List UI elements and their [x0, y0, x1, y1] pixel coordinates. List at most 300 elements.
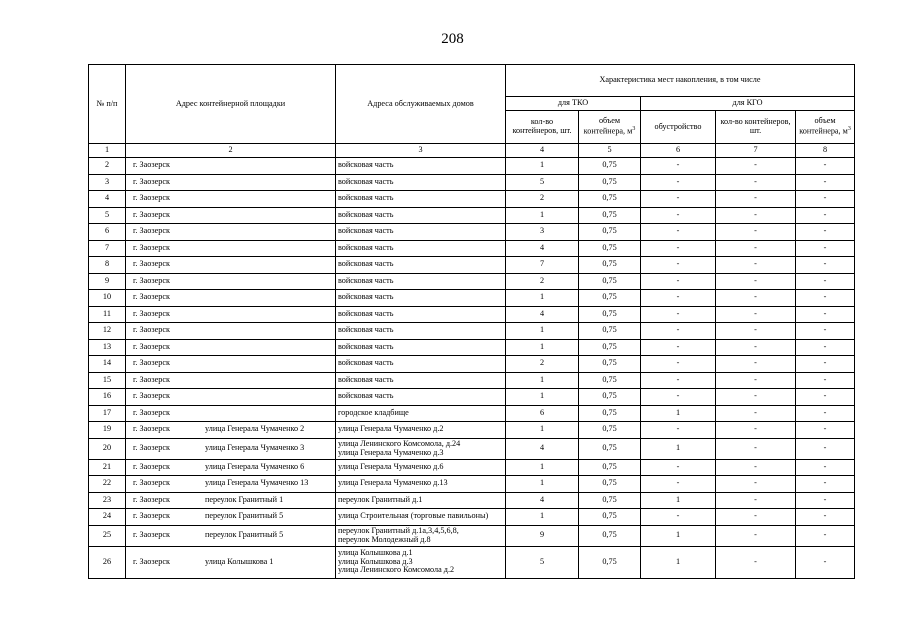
- table-row: [89, 546, 855, 578]
- kgo-count-cell: -: [716, 191, 796, 208]
- site-street: [205, 227, 333, 236]
- tko-count-cell: 5: [506, 546, 579, 578]
- kgo-volume-cell: -: [796, 158, 855, 175]
- tko-volume-cell: 0,75: [579, 356, 641, 373]
- served-house-line: улица Колышкова д.3: [338, 556, 413, 566]
- tko-volume-cell: 0,75: [579, 191, 641, 208]
- served-house-line: войсковая часть: [338, 176, 394, 186]
- tko-count-cell: 1: [506, 476, 579, 493]
- header-tko-volume: объем контейнера, $м^3$: [579, 111, 641, 144]
- site-city: г. Заозерск: [133, 292, 170, 302]
- site-address-cell: [126, 174, 336, 191]
- table-row: [89, 174, 855, 191]
- column-number-cell: 7: [716, 144, 796, 158]
- page-number: 208: [441, 31, 464, 47]
- kgo-facility-cell: -: [641, 372, 716, 389]
- row-number-cell: 20: [89, 438, 126, 459]
- served-houses-cell: [336, 290, 506, 307]
- table-row: [89, 525, 855, 546]
- served-houses-cell: [336, 240, 506, 257]
- site-city: г. Заозерск: [133, 374, 170, 384]
- kgo-facility-cell: 1: [641, 546, 716, 578]
- kgo-facility-cell: -: [641, 459, 716, 476]
- served-houses-cell: [336, 372, 506, 389]
- kgo-count-cell: -: [716, 438, 796, 459]
- site-street: переулок Гранитный 5: [205, 530, 284, 540]
- header-site-address: Адрес контейнерной площадки: [126, 65, 336, 144]
- tko-count-cell: 6: [506, 405, 579, 422]
- kgo-facility-cell: 1: [641, 525, 716, 546]
- site-address-cell: [126, 459, 336, 476]
- row-number-cell: 15: [89, 372, 126, 389]
- kgo-facility-cell: 1: [641, 405, 716, 422]
- tko-count-cell: 1: [506, 158, 579, 175]
- served-house-line: городское кладбище: [338, 407, 409, 417]
- tko-volume-cell: 0,75: [579, 158, 641, 175]
- tko-count-cell: 4: [506, 240, 579, 257]
- kgo-volume-cell: -: [796, 509, 855, 526]
- row-number-cell: 12: [89, 323, 126, 340]
- kgo-volume-cell: -: [796, 546, 855, 578]
- tko-count-cell: 1: [506, 422, 579, 439]
- site-address-cell: [126, 546, 336, 578]
- row-number-cell: 4: [89, 191, 126, 208]
- row-number-cell: 23: [89, 492, 126, 509]
- site-city: г. Заозерск: [133, 443, 170, 453]
- served-houses-cell: [336, 356, 506, 373]
- tko-volume-cell: 0,75: [579, 174, 641, 191]
- tko-count-cell: 4: [506, 306, 579, 323]
- site-address-cell: [126, 273, 336, 290]
- kgo-volume-cell: -: [796, 405, 855, 422]
- served-house-line: войсковая часть: [338, 242, 394, 252]
- kgo-count-cell: -: [716, 389, 796, 406]
- site-city: г. Заозерск: [133, 160, 170, 170]
- site-address-cell: [126, 476, 336, 493]
- served-house-line: улица Генерала Чумаченко д.2: [338, 424, 444, 434]
- tko-volume-cell: 0,75: [579, 492, 641, 509]
- tko-volume-cell: 0,75: [579, 257, 641, 274]
- kgo-volume-cell: -: [796, 306, 855, 323]
- site-street: [205, 161, 333, 170]
- kgo-count-cell: -: [716, 273, 796, 290]
- tko-volume-cell: 0,75: [579, 546, 641, 578]
- table-row: [89, 459, 855, 476]
- tko-volume-cell: 0,75: [579, 525, 641, 546]
- header-tko-count: кол-во контейнеров, шт.: [506, 111, 579, 144]
- site-address-cell: [126, 422, 336, 439]
- table-row: [89, 389, 855, 406]
- site-city: г. Заозерск: [133, 193, 170, 203]
- row-number-cell: 22: [89, 476, 126, 493]
- served-houses-cell: [336, 459, 506, 476]
- row-number-cell: 9: [89, 273, 126, 290]
- site-address-cell: [126, 323, 336, 340]
- tko-count-cell: 5: [506, 174, 579, 191]
- served-house-line: войсковая часть: [338, 226, 394, 236]
- served-house-line: войсковая часть: [338, 374, 394, 384]
- kgo-count-cell: -: [716, 459, 796, 476]
- tko-count-cell: 1: [506, 509, 579, 526]
- table-row: [89, 405, 855, 422]
- kgo-facility-cell: -: [641, 174, 716, 191]
- site-city: г. Заозерск: [133, 325, 170, 335]
- row-number-cell: 19: [89, 422, 126, 439]
- site-street: улица Генерала Чумаченко 2: [205, 424, 305, 434]
- tko-volume-cell: 0,75: [579, 207, 641, 224]
- site-address-cell: [126, 438, 336, 459]
- kgo-facility-cell: -: [641, 422, 716, 439]
- served-house-line: войсковая часть: [338, 292, 394, 302]
- tko-volume-cell: 0,75: [579, 372, 641, 389]
- site-address-cell: [126, 191, 336, 208]
- kgo-facility-cell: -: [641, 509, 716, 526]
- table-row: [89, 476, 855, 493]
- header-row-number: № п/п: [89, 65, 126, 144]
- served-houses-cell: [336, 273, 506, 290]
- kgo-volume-cell: -: [796, 459, 855, 476]
- site-city: г. Заозерск: [133, 242, 170, 252]
- header-kgo-facility: обустройство: [641, 111, 716, 144]
- kgo-count-cell: -: [716, 339, 796, 356]
- served-houses-cell: [336, 191, 506, 208]
- site-street: [205, 194, 333, 203]
- site-address-cell: [126, 405, 336, 422]
- site-address-cell: [126, 356, 336, 373]
- table-row: [89, 323, 855, 340]
- row-number-cell: 2: [89, 158, 126, 175]
- tko-volume-cell: 0,75: [579, 389, 641, 406]
- kgo-facility-cell: -: [641, 339, 716, 356]
- site-city: г. Заозерск: [133, 226, 170, 236]
- table-row: [89, 509, 855, 526]
- served-houses-cell: [336, 509, 506, 526]
- table-row: [89, 158, 855, 175]
- site-street: улица Генерала Чумаченко 3: [205, 443, 305, 453]
- site-street: [205, 293, 333, 302]
- tko-count-cell: 9: [506, 525, 579, 546]
- site-street: [205, 260, 333, 269]
- served-houses-cell: [336, 339, 506, 356]
- kgo-facility-cell: 1: [641, 438, 716, 459]
- kgo-facility-cell: -: [641, 207, 716, 224]
- header-kgo: для КГО: [641, 97, 855, 111]
- site-address-cell: [126, 492, 336, 509]
- site-street: [205, 244, 333, 253]
- column-number-cell: 5: [579, 144, 641, 158]
- header-tko: для ТКО: [506, 97, 641, 111]
- served-houses-cell: [336, 389, 506, 406]
- row-number-cell: 21: [89, 459, 126, 476]
- tko-volume-cell: 0,75: [579, 240, 641, 257]
- kgo-volume-cell: -: [796, 240, 855, 257]
- served-house-line: улица Колышкова д.1: [338, 547, 413, 557]
- table-row: [89, 224, 855, 241]
- row-number-cell: 11: [89, 306, 126, 323]
- site-city: г. Заозерск: [133, 424, 170, 434]
- kgo-facility-cell: -: [641, 240, 716, 257]
- kgo-count-cell: -: [716, 290, 796, 307]
- tko-volume-cell: 0,75: [579, 422, 641, 439]
- served-house-line: войсковая часть: [338, 160, 394, 170]
- site-street: улица Генерала Чумаченко 6: [205, 461, 305, 471]
- kgo-volume-cell: -: [796, 356, 855, 373]
- served-house-line: переулок Гранитный д.1а,3,4,5,6,8,: [338, 525, 459, 535]
- kgo-volume-cell: -: [796, 323, 855, 340]
- kgo-count-cell: -: [716, 546, 796, 578]
- table-row: [89, 492, 855, 509]
- tko-count-cell: 1: [506, 207, 579, 224]
- header-characteristics: Характеристика мест накопления, в том числе: [506, 65, 855, 97]
- served-houses-cell: [336, 438, 506, 459]
- served-house-line: войсковая часть: [338, 391, 394, 401]
- header-served-houses: Адреса обслуживаемых домов: [336, 65, 506, 144]
- tko-volume-cell: 0,75: [579, 323, 641, 340]
- kgo-count-cell: -: [716, 224, 796, 241]
- row-number-cell: 26: [89, 546, 126, 578]
- tko-count-cell: 1: [506, 459, 579, 476]
- tko-count-cell: 1: [506, 290, 579, 307]
- tko-volume-cell: 0,75: [579, 273, 641, 290]
- row-number-cell: 10: [89, 290, 126, 307]
- served-houses-cell: [336, 207, 506, 224]
- row-number-cell: 24: [89, 509, 126, 526]
- tko-count-cell: 2: [506, 356, 579, 373]
- site-city: г. Заозерск: [133, 556, 170, 566]
- kgo-facility-cell: -: [641, 158, 716, 175]
- tko-volume-cell: 0,75: [579, 405, 641, 422]
- site-street: [205, 409, 333, 418]
- kgo-count-cell: -: [716, 257, 796, 274]
- site-street: [205, 359, 333, 368]
- kgo-count-cell: -: [716, 240, 796, 257]
- kgo-count-cell: -: [716, 356, 796, 373]
- column-number-cell: 6: [641, 144, 716, 158]
- kgo-facility-cell: -: [641, 191, 716, 208]
- row-number-cell: 7: [89, 240, 126, 257]
- row-number-cell: 5: [89, 207, 126, 224]
- served-houses-cell: [336, 158, 506, 175]
- served-house-line: улица Ленинского Комсомола, д.24: [338, 438, 461, 448]
- column-number-cell: 8: [796, 144, 855, 158]
- row-number-cell: 6: [89, 224, 126, 241]
- site-street: переулок Гранитный 1: [205, 494, 284, 504]
- site-street: [205, 343, 333, 352]
- site-city: г. Заозерск: [133, 358, 170, 368]
- tko-count-cell: 1: [506, 339, 579, 356]
- site-street: [205, 376, 333, 385]
- site-city: г. Заозерск: [133, 478, 170, 488]
- tko-count-cell: 3: [506, 224, 579, 241]
- site-address-cell: [126, 240, 336, 257]
- column-number-cell: 4: [506, 144, 579, 158]
- kgo-count-cell: -: [716, 422, 796, 439]
- site-city: г. Заозерск: [133, 461, 170, 471]
- kgo-volume-cell: -: [796, 273, 855, 290]
- table-row: [89, 207, 855, 224]
- kgo-facility-cell: -: [641, 476, 716, 493]
- kgo-volume-cell: -: [796, 174, 855, 191]
- kgo-volume-cell: -: [796, 492, 855, 509]
- site-address-cell: [126, 389, 336, 406]
- kgo-facility-cell: 1: [641, 492, 716, 509]
- kgo-volume-cell: -: [796, 224, 855, 241]
- kgo-count-cell: -: [716, 525, 796, 546]
- tko-count-cell: 1: [506, 389, 579, 406]
- site-city: г. Заозерск: [133, 494, 170, 504]
- tko-count-cell: 1: [506, 323, 579, 340]
- site-street: переулок Гранитный 5: [205, 511, 284, 521]
- tko-volume-cell: 0,75: [579, 509, 641, 526]
- tko-count-cell: 4: [506, 438, 579, 459]
- table-row: [89, 356, 855, 373]
- served-house-line: улица Генерала Чумаченко д.3: [338, 447, 444, 457]
- site-street: [205, 211, 333, 220]
- table-row: [89, 290, 855, 307]
- kgo-facility-cell: -: [641, 356, 716, 373]
- tko-volume-cell: 0,75: [579, 224, 641, 241]
- row-number-cell: 8: [89, 257, 126, 274]
- table-row: [89, 422, 855, 439]
- kgo-count-cell: -: [716, 492, 796, 509]
- header-kgo-count: кол-во контейнеров, шт.: [716, 111, 796, 144]
- tko-volume-cell: 0,75: [579, 339, 641, 356]
- served-houses-cell: [336, 224, 506, 241]
- row-number-cell: 3: [89, 174, 126, 191]
- served-house-line: улица Генерала Чумаченко д.13: [338, 478, 448, 488]
- tko-count-cell: 1: [506, 372, 579, 389]
- site-city: г. Заозерск: [133, 530, 170, 540]
- site-address-cell: [126, 306, 336, 323]
- kgo-count-cell: -: [716, 158, 796, 175]
- kgo-count-cell: -: [716, 476, 796, 493]
- tko-volume-cell: 0,75: [579, 476, 641, 493]
- kgo-volume-cell: -: [796, 191, 855, 208]
- table-row: [89, 339, 855, 356]
- served-house-line: войсковая часть: [338, 275, 394, 285]
- site-city: г. Заозерск: [133, 511, 170, 521]
- tko-count-cell: 4: [506, 492, 579, 509]
- served-house-line: войсковая часть: [338, 325, 394, 335]
- column-number-cell: 3: [336, 144, 506, 158]
- site-street: [205, 178, 333, 187]
- site-city: г. Заозерск: [133, 209, 170, 219]
- served-house-line: войсковая часть: [338, 308, 394, 318]
- site-city: г. Заозерск: [133, 308, 170, 318]
- table-row: [89, 306, 855, 323]
- served-house-line: переулок Гранитный д.1: [338, 494, 423, 504]
- kgo-facility-cell: -: [641, 306, 716, 323]
- site-city: г. Заозерск: [133, 275, 170, 285]
- kgo-facility-cell: -: [641, 273, 716, 290]
- served-house-line: переулок Молодежный д.8: [338, 534, 431, 544]
- served-houses-cell: [336, 546, 506, 578]
- site-street: улица Колышкова 1: [205, 556, 274, 566]
- served-house-line: улица Строительная (торговые павильоны): [338, 511, 489, 521]
- kgo-volume-cell: -: [796, 372, 855, 389]
- served-house-line: улица Ленинского Комсомола д.2: [338, 565, 455, 575]
- site-city: г. Заозерск: [133, 176, 170, 186]
- row-number-cell: 13: [89, 339, 126, 356]
- kgo-volume-cell: -: [796, 290, 855, 307]
- served-house-line: войсковая часть: [338, 358, 394, 368]
- served-house-line: войсковая часть: [338, 341, 394, 351]
- served-house-line: войсковая часть: [338, 193, 394, 203]
- served-houses-cell: [336, 476, 506, 493]
- kgo-volume-cell: -: [796, 438, 855, 459]
- tko-volume-cell: 0,75: [579, 438, 641, 459]
- served-house-line: войсковая часть: [338, 209, 394, 219]
- site-address-cell: [126, 257, 336, 274]
- served-houses-cell: [336, 174, 506, 191]
- kgo-count-cell: -: [716, 509, 796, 526]
- served-houses-cell: [336, 323, 506, 340]
- site-address-cell: [126, 158, 336, 175]
- column-numbers-row: [89, 144, 855, 158]
- site-city: г. Заозерск: [133, 391, 170, 401]
- kgo-volume-cell: -: [796, 525, 855, 546]
- kgo-count-cell: -: [716, 405, 796, 422]
- served-house-line: войсковая часть: [338, 259, 394, 269]
- kgo-facility-cell: -: [641, 224, 716, 241]
- site-street: [205, 392, 333, 401]
- site-street: [205, 326, 333, 335]
- column-number-cell: 2: [126, 144, 336, 158]
- table-row: [89, 257, 855, 274]
- kgo-volume-cell: -: [796, 422, 855, 439]
- row-number-cell: 16: [89, 389, 126, 406]
- site-address-cell: [126, 372, 336, 389]
- tko-volume-cell: 0,75: [579, 306, 641, 323]
- container-site-registry-table: [88, 64, 855, 579]
- site-address-cell: [126, 339, 336, 356]
- kgo-volume-cell: -: [796, 207, 855, 224]
- served-houses-cell: [336, 257, 506, 274]
- tko-volume-cell: 0,75: [579, 290, 641, 307]
- column-number-cell: 1: [89, 144, 126, 158]
- row-number-cell: 25: [89, 525, 126, 546]
- tko-volume-cell: 0,75: [579, 459, 641, 476]
- tko-count-cell: 7: [506, 257, 579, 274]
- site-street: [205, 277, 333, 286]
- kgo-facility-cell: -: [641, 290, 716, 307]
- table-row: [89, 438, 855, 459]
- site-city: г. Заозерск: [133, 407, 170, 417]
- served-houses-cell: [336, 422, 506, 439]
- served-houses-cell: [336, 492, 506, 509]
- kgo-count-cell: -: [716, 306, 796, 323]
- site-city: г. Заозерск: [133, 259, 170, 269]
- served-houses-cell: [336, 306, 506, 323]
- kgo-count-cell: -: [716, 207, 796, 224]
- served-houses-cell: [336, 525, 506, 546]
- site-address-cell: [126, 224, 336, 241]
- header-kgo-volume: объем контейнера, $м^3$: [796, 111, 855, 144]
- row-number-cell: 14: [89, 356, 126, 373]
- kgo-volume-cell: -: [796, 476, 855, 493]
- kgo-facility-cell: -: [641, 389, 716, 406]
- table-row: [89, 240, 855, 257]
- site-address-cell: [126, 290, 336, 307]
- served-houses-cell: [336, 405, 506, 422]
- site-street: [205, 310, 333, 319]
- kgo-count-cell: -: [716, 174, 796, 191]
- tko-count-cell: 2: [506, 191, 579, 208]
- site-address-cell: [126, 509, 336, 526]
- served-house-line: улица Генерала Чумаченко д.6: [338, 461, 444, 471]
- tko-count-cell: 2: [506, 273, 579, 290]
- site-address-cell: [126, 207, 336, 224]
